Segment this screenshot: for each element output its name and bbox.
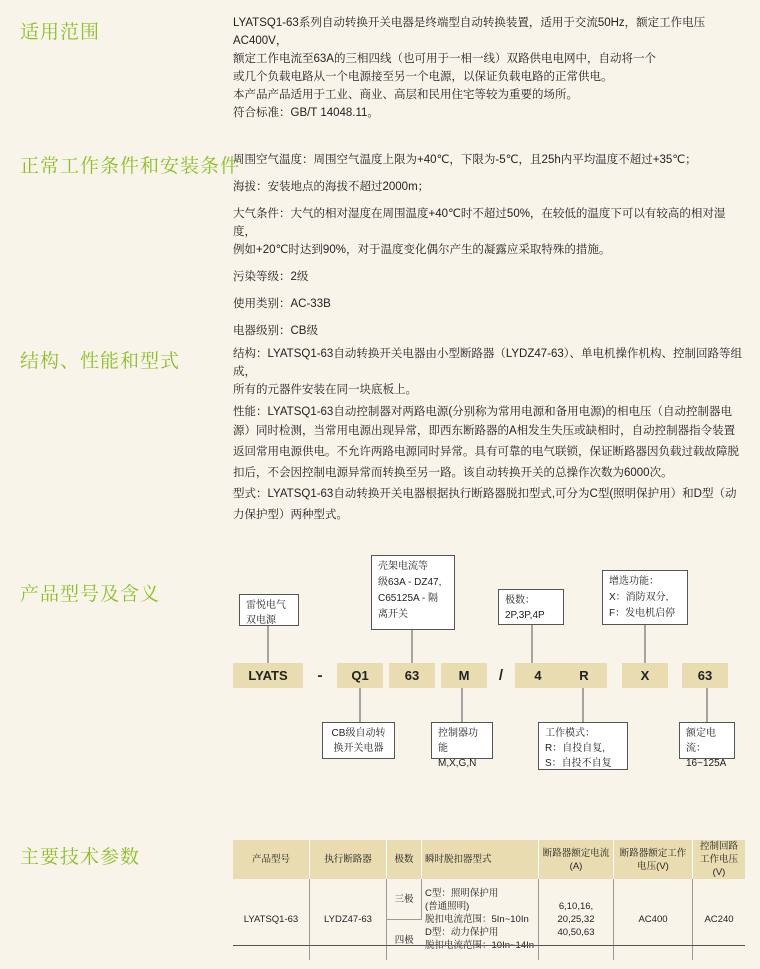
segment-63: 63 (389, 663, 435, 688)
box-line: 控制器功能 (438, 728, 478, 754)
structure-line: 性能：LYATSQ1-63自动控制器对两路电源(分别称为常用电源和备用电源)的相电压（自动控制器电 (233, 406, 732, 418)
box-line: 双电源 (246, 615, 276, 626)
segment-4: 4 (515, 663, 561, 688)
section-title-structure: 结构、性能和型式 (20, 351, 181, 372)
structure-line: 源）同时检测，当常用电源出现异常，即西东断路器的A相发生失压或缺相时，自动控制器指令装置 (233, 425, 736, 437)
table-header: 产品型号 (233, 840, 310, 879)
structure-line: 结构：LYATSQ1-63自动转换开关电器由小型断路器（LYDZ47-63）、单电机操作机构、控制回路等组成， (233, 348, 743, 378)
box-frame-current (371, 555, 455, 630)
segment-m: M (441, 663, 487, 688)
table-header: 控制回路工作电压(V) (693, 840, 746, 879)
segment-lyats: LYATS (233, 663, 303, 688)
structure-line: 所有的元器件安装在同一块底板上。 (233, 384, 417, 396)
cell-model: LYATSQ1-63 (233, 879, 310, 960)
cell-control-voltage: AC240 (704, 914, 734, 925)
box-line: F：发电机启停 (609, 608, 676, 619)
structure-line: 型式：LYATSQ1-63自动转换开关电器根据执行断路器脱扣型式,可分为C型(照明保护用）和D型（动 (233, 488, 737, 500)
cell-breaker: LYDZ47-63 (310, 879, 387, 960)
box-line: 雷悦电气 (246, 600, 286, 611)
box-poles (498, 589, 564, 625)
box-line: 壳架电流等 (378, 561, 428, 572)
structure-line: 返回常用电源供电。不允许两路电源同时异常。具有可靠的电气联锁，保证断路器因负载过载故障脱 (233, 446, 739, 458)
box-rated-current (679, 722, 735, 769)
table-header: 执行断路器 (310, 840, 387, 879)
segment-x: X (622, 663, 668, 688)
conditions-line: 大气条件：大气的相对湿度在周围温度+40℃时不超过50%，在较低的温度下可以有较高的相对湿度， (233, 208, 726, 238)
box-line: 换开关电器 (333, 743, 384, 754)
table-header: 断路器额定电流(A) (539, 840, 614, 879)
box-line: 额定电流： (686, 728, 716, 754)
cell-rated-voltage: AC400 (614, 879, 693, 960)
box-line: C65125A - 隔 (378, 593, 439, 604)
box-line: 2P,3P,4P (505, 610, 545, 621)
table-header: 极数 (387, 840, 422, 879)
trip-line: D型：动力保护用 (425, 927, 499, 938)
scope-line: 本产品产品适用于工业、商业、高层和民用住宅等较为重要的场所。 (233, 89, 578, 101)
box-line: 工作模式： (545, 728, 595, 739)
conditions-line: 电器级别：CB级 (233, 325, 318, 337)
current-line: 40,50,63 (557, 927, 595, 938)
cell-trip-type (422, 879, 539, 960)
section-title-scope: 适用范围 (20, 22, 101, 43)
segment-slash: / (498, 667, 504, 684)
conditions-line: 使用类别：AC-33B (233, 298, 331, 310)
conditions-line: 污染等级：2级 (233, 271, 309, 283)
trip-line: 脱扣电流范围：5In~10In (425, 914, 529, 925)
segment-63-current: 63 (682, 663, 728, 688)
current-line: 6,10,16, (558, 901, 594, 912)
box-line: 级63A - DZ47, (378, 577, 442, 588)
trip-line: (普通照明) (425, 901, 470, 912)
box-line: S：自投不自复 (545, 758, 612, 769)
current-line: 20,25,32 (557, 914, 595, 925)
table-bottom-rule (233, 945, 745, 946)
box-optional-functions (602, 570, 688, 625)
conditions-line: 例如+20℃时达到90%，对于温度变化偶尔产生的凝露应采取特殊的措施。 (233, 244, 611, 256)
box-controller-function (431, 722, 493, 769)
box-line: M,X,G,N (438, 758, 477, 769)
scope-line: 额定工作电流至63A的三相四线（也可用于一相一线）双路供电电网中，自动将一个 (233, 53, 656, 65)
scope-line: 符合标准：GB/T 14048.11。 (233, 107, 379, 119)
box-line: 极数： (505, 595, 535, 606)
box-line: 离开关 (378, 609, 408, 620)
conditions-line: 周围空气温度：周围空气温度上限为+40℃，下限为-5℃，且25h内平均温度不超过+35℃； (233, 154, 697, 166)
conditions-line: 海拔：安装地点的海拔不超过2000m； (233, 181, 430, 193)
table-header: 断路器额定工作电压(V) (614, 840, 693, 879)
cell-poles-4: 四极 (387, 920, 422, 961)
structure-line: 扣后，不会因控制电源异常而转换至另一路。该自动转换开关的总操作次数为6000次。 (233, 467, 673, 479)
table-header: 瞬时脱扣器型式 (422, 840, 539, 879)
section-title-params: 主要技术参数 (20, 847, 141, 868)
segment-r: R (561, 663, 607, 688)
table-header-row (233, 840, 745, 879)
box-line: R：自投自复, (545, 743, 605, 754)
cell-rated-current (539, 879, 614, 960)
box-line: X：消防双分, (609, 592, 669, 603)
box-line: 增选功能： (609, 576, 659, 587)
scope-line: 或几个负载电路从一个电源接至另一个电源，以保证负载电路的正常供电。 (233, 71, 613, 83)
box-work-mode (538, 722, 628, 770)
segment-q1: Q1 (337, 663, 383, 688)
structure-line: 力保护型）两种型式。 (233, 509, 348, 521)
box-line: 16~125A (686, 758, 727, 769)
params-table (233, 840, 745, 960)
section-title-conditions: 正常工作条件和安装条件 (20, 156, 241, 177)
cell-poles-3: 三极 (387, 879, 422, 920)
trip-line: C型：照明保护用 (425, 888, 499, 899)
table-row (233, 879, 745, 920)
box-cb-class (322, 722, 395, 759)
box-brand (239, 594, 299, 626)
segment-dash: - (317, 667, 323, 684)
scope-line: LYATSQ1-63系列自动转换开关电器是终端型自动转换装置，适用于交流50Hz，额定工作电压AC400V， (233, 17, 706, 47)
section-title-model: 产品型号及含义 (20, 584, 161, 605)
box-line: CB级自动转 (331, 728, 386, 739)
